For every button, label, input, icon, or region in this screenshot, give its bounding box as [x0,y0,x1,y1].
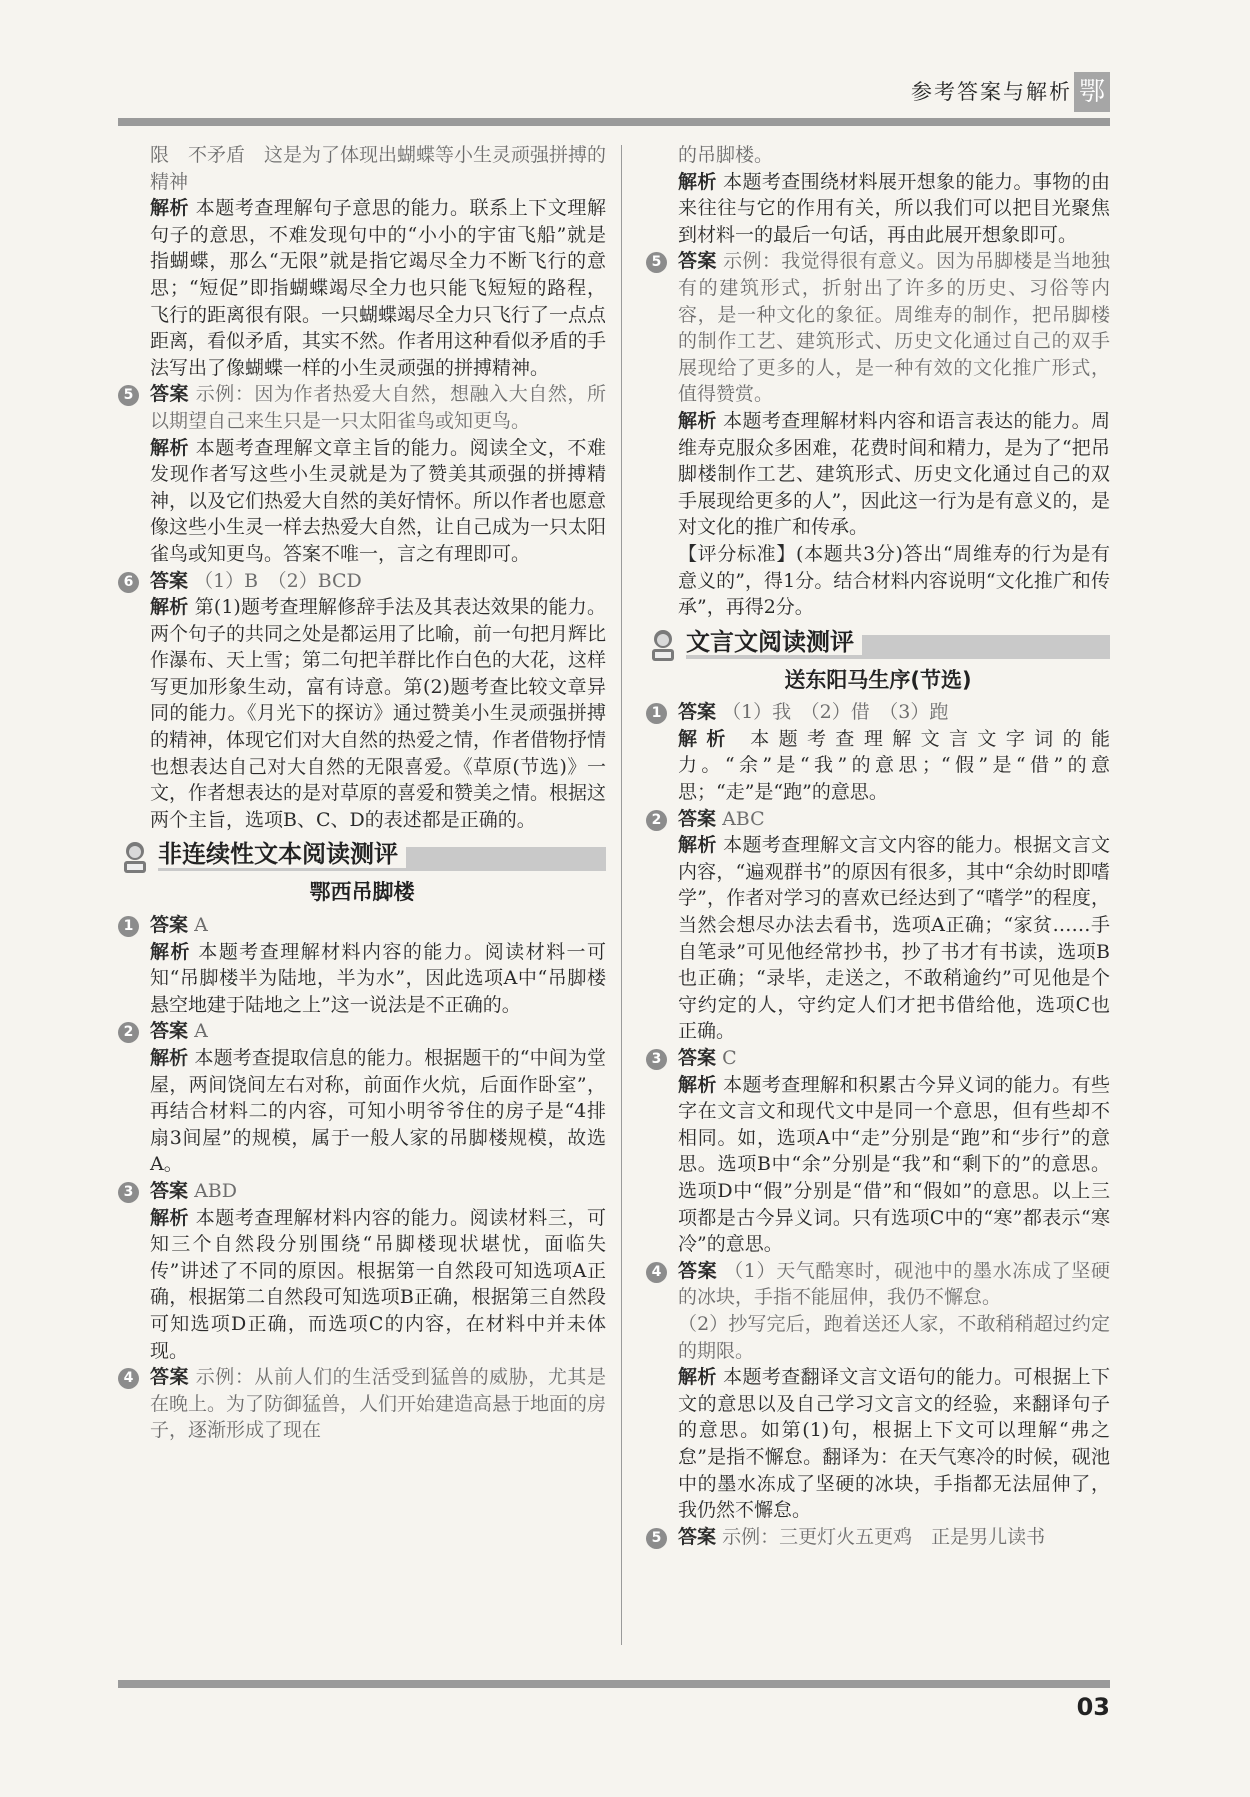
answer-label: 答案 [678,1047,717,1069]
analysis-text: 本题考查理解和积累古今异义词的能力。有些字在文言文和现代文中是同一个意思，但有些却不相同。如，选项A中“走”分别是“跑”和“步行”的意思。选项B中“余”分别是“我”和“剩下的”的意思。选项D中“假”分别是“借”和“假如”的意思。以上三项都是古今异义词。只有选项C中的“寒”都表示“寒冷”的意思。 [678,1073,1110,1256]
answer-text: 示例：三更灯火五更鸡 正是男儿读书 [722,1525,1046,1548]
question-number: 4 [646,1262,667,1283]
question-item [646,1045,1110,1258]
answer-text: ABD [194,1179,237,1202]
continued-answer: 限 不矛盾 这是为了体现出蝴蝶等小生灵顽强拼搏的精神 [150,144,607,193]
header-title: 参考答案与解析 [911,80,1072,104]
answer-label: 答案 [150,1179,189,1202]
continued-answer: 的吊脚楼。 [678,144,774,166]
section-subtitle: 送东阳马生序(节选) [784,667,972,692]
question-item [646,699,1110,805]
analysis-label: 解析 [678,834,717,857]
answer-label: 答案 [150,1366,190,1389]
question-item [646,1258,1110,1524]
question-item [118,1364,606,1444]
analysis-label: 解析 [678,1366,717,1389]
answer-text: （2）抄写完后，跑着送还人家，不敢稍稍超过约定的期限。 [678,1312,1110,1362]
analysis-text: 第(1)题考查理解修辞手法及其表达效果的能力。两个句子的共同之处是都运用了比喻，前一句把月辉比作瀑布、天上雪；第二句把羊群比作白色的大花，这样写更加形象生动，富有诗意。第(2)题考查比较文章异同的能力。《月光下的探访》通过赞美小生灵顽强拼搏的精神，体现它们对大自然的热爱之情，作者借物抒情也想表达自己对大自然的无限喜爱。《草原(节选)》一文，作者想表达的是对草原的喜爱和赞美之情。根据这两个主旨，选项B、C、D的表述都是正确的。 [150,596,607,831]
analysis-text: 本题考查理解材料内容的能力。阅读材料一可知“吊脚楼半为陆地，半为水”，因此选项A中“吊脚楼悬空地建于陆地之上”这一说法是不正确的。 [150,940,606,1016]
answer-label: 答案 [150,569,189,592]
answer-label: 答案 [678,1259,718,1282]
question-number: 3 [118,1182,139,1203]
student-reading-icon [118,839,152,875]
answer-label: 答案 [150,1020,189,1043]
answer-label: 答案 [678,250,717,273]
header-badge: 鄂 [1074,72,1110,112]
answer-text: （1）天气酷寒时，砚池中的墨水冻成了坚硬的冰块，手指不能屈伸，我仍不懈怠。 [678,1259,1110,1309]
answer-label: 答案 [678,807,717,830]
answer-text: 示例：因为作者热爱大自然，想融入大自然，所以期望自己来生只是一只太阳雀鸟或知更鸟。 [150,383,606,432]
question-number: 5 [118,385,139,406]
answer-text: 示例：我觉得很有意义。因为吊脚楼是当地独有的建筑形式，折射出了许多的历史、习俗等内容，是一种文化的象征。周维寿的制作，把吊脚楼的制作工艺、建筑形式、历史文化通过自己的双手展现给了更多的人，是一种有效的文化推广形式，值得赞赏。 [678,250,1110,406]
analysis-text: 本题考查理解材料内容和语言表达的能力。周维寿克服众多困难，花费时间和精力，是为了“把吊脚楼制作工艺、建筑形式、历史文化通过自己的双手展现给更多的人”，因此这一行为是有意义的，是对文化的推广和传承。 [678,409,1110,539]
page-number: 03 [1076,1693,1110,1721]
answer-text: A [194,1020,208,1043]
analysis-label: 解析 [150,940,191,963]
question-number: 5 [646,1528,667,1549]
analysis-text: 本题考查理解材料内容的能力。阅读材料三，可知三个自然段分别围绕“吊脚楼现状堪忧，面临失传”讲述了不同的原因。根据第一自然段可知选项A正确，根据第二自然段可知选项B正确，根据第三自然段可知选项D正确，而选项C的内容，在材料中并未体现。 [150,1206,606,1362]
answer-text: A [194,914,208,937]
question-number: 1 [118,916,139,937]
analysis-label: 解析 [150,1206,190,1229]
answer-label: 答案 [678,701,717,724]
answer-text: C [722,1047,737,1069]
answer-text: 示例：从前人们的生活受到猛兽的威胁，尤其是在晚上。为了防御猛兽，人们开始建造高悬于地面的房子，逐渐形成了现在 [150,1366,607,1442]
answer-label: 答案 [150,383,190,406]
question-number: 1 [646,703,667,724]
analysis-text: 本题考查提取信息的能力。根据题干的“中间为堂屋，两间饶间左右对称，前面作火炕，后面作卧室”，再结合材料二的内容，可知小明爷爷住的房子是“4排扇3间屋”的规模，属于一般人家的吊脚楼规模，故选A。 [150,1047,606,1176]
question-number: 4 [118,1368,139,1389]
analysis-text: 本题考查理解文言文字词的能力。“余”是“我”的意思；“假”是“借”的意思；“走”是“跑”的意思。 [678,727,1110,804]
question-item [118,568,606,834]
question-number: 3 [646,1049,667,1070]
analysis-label: 解析 [150,197,190,220]
question-number: 5 [646,252,667,273]
section-subtitle: 鄂西吊脚楼 [309,880,415,905]
question-number: 6 [118,572,139,593]
answer-text: （1）B （2）BCD [194,569,362,592]
analysis-label: 解析 [678,727,735,750]
analysis-label: 解析 [678,1073,717,1096]
scoring-criteria: 【评分标准】(本题共3分)答出“周维寿的行为是有意义的”，得1分。结合材料内容说明“文化推广和传承”，再得2分。 [678,542,1110,619]
header-rule [118,118,1110,126]
section-title: 文言文阅读测评 [686,629,862,656]
continued-analysis [118,195,606,381]
analysis-text: 本题考查理解文言文内容的能力。根据文言文内容，“遍观群书”的原因有很多，其中“余幼时即嗜学”，作者对学习的喜欢已经达到了“嗜学”的程度，当然会想尽办法去看书，选项A正确；“家贫……手自笔录”可见他经常抄书，抄了书才有书读，选项B也正确；“录毕，走送之，不敢稍逾约”可见他是个守约定的人，守约定人们才把书借给他，选项C也正确。 [678,834,1110,1043]
section-header [118,839,606,877]
analysis-text: 本题考查理解文章主旨的能力。阅读全文，不难发现作者写这些小生灵就是为了赞美其顽强的拼搏精神，以及它们热爱大自然的美好情怀。所以作者也愿意像这些小生灵一样去热爱大自然，让自己成为一只太阳雀鸟或知更鸟。答案不唯一，言之有理即可。 [150,436,607,565]
analysis-text: 本题考查翻译文言文语句的能力。可根据上下文的意思以及自己学习文言文的经验，来翻译句子的意思。如第(1)句，根据上下文可以理解“弗之怠”是指不懈怠。翻译为：在天气寒冷的时候，砚池中的墨水冻成了坚硬的冰块，手指都无法屈伸了，我仍然不懈怠。 [678,1366,1110,1522]
question-item [118,912,606,1018]
analysis-label: 解析 [678,409,717,432]
footer-rule [118,1680,1110,1688]
analysis-text: 本题考查围绕材料展开想象的能力。事物的由来往往与它的作用有关，所以我们可以把目光聚焦到材料一的最后一句话，再由此展开想象即可。 [678,170,1110,246]
question-number: 2 [118,1022,139,1043]
question-item [118,1178,606,1364]
question-item [118,1018,606,1178]
question-item [118,381,606,567]
analysis-label: 解析 [150,1047,189,1069]
question-item [646,806,1110,1045]
answer-text: ABC [722,807,765,830]
analysis-label: 解析 [150,596,189,619]
analysis-label: 解析 [150,436,190,459]
question-item [646,1524,1110,1551]
right-column [646,142,1110,1550]
answer-text: （1）我 （2）借 （3）跑 [722,701,949,724]
student-reading-icon [646,627,680,663]
analysis-label: 解析 [678,170,717,193]
answer-label: 答案 [150,914,189,937]
question-number: 2 [646,810,667,831]
section-header [646,627,1110,665]
column-divider [621,145,622,1645]
continued-analysis [646,169,1110,249]
left-column [118,142,606,1444]
question-item [646,248,1110,620]
answer-label: 答案 [678,1525,717,1548]
analysis-text: 本题考查理解句子意思的能力。联系上下文理解句子的意思，不难发现句中的“小小的宇宙飞船”就是指蝴蝶，那么“无限”就是指它竭尽全力不断飞行的意思；“短促”即指蝴蝶竭尽全力也只能飞短短的路程，飞行的距离很有限。一只蝴蝶竭尽全力只飞行了一点点距离，看似矛盾，其实不然。作者用这种看似矛盾的手法写出了像蝴蝶一样的小生灵顽强的拼搏精神。 [150,197,607,379]
section-title: 非连续性文本阅读测评 [158,841,406,868]
